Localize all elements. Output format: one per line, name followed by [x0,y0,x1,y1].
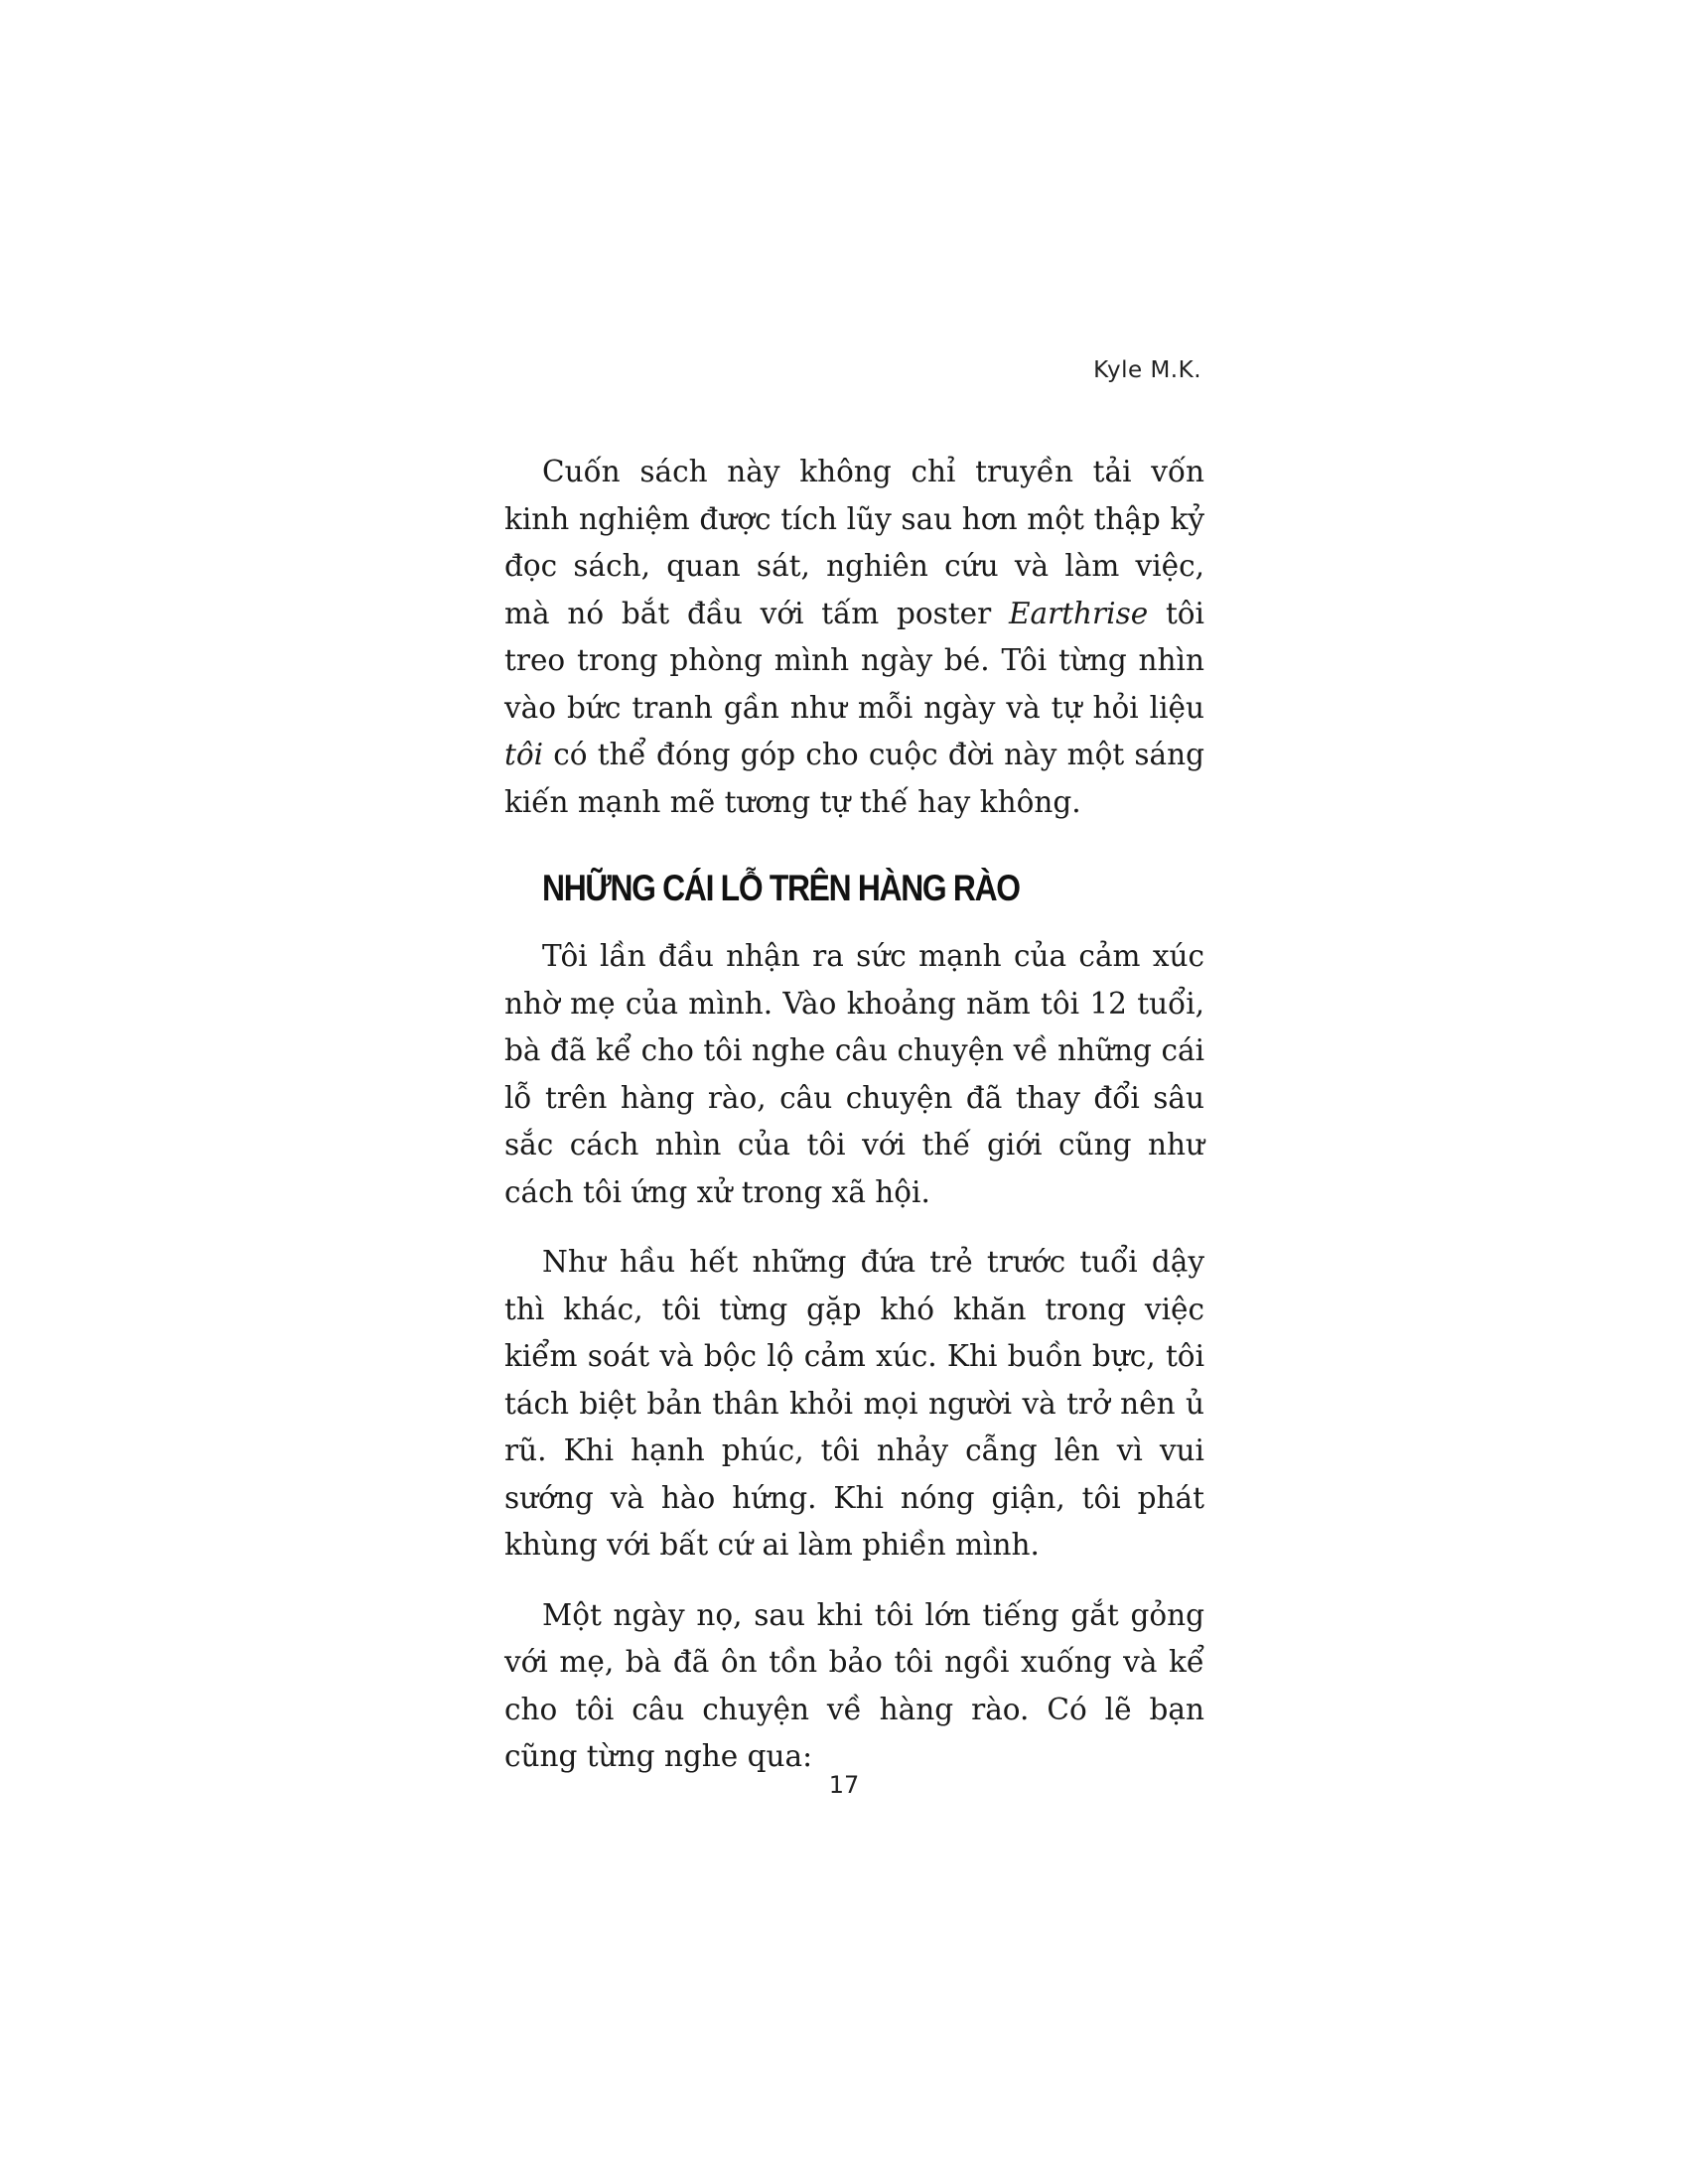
page-number: 17 [828,1771,860,1799]
story-paragraph-3: Một ngày nọ, sau khi tôi lớn tiếng gắt gỏng với mẹ, bà đã ôn tồn bảo tôi ngồi xuống và kể cho tôi câu chuyện về hàng rào. Có lẽ bạn cũng từng nghe qua: [504,1597,1204,1773]
intro-italic-toi: tôi [504,738,544,771]
story-paragraph-2: Như hầu hết những đứa trẻ trước tuổi dậy thì khác, tôi từng gặp khó khăn trong việc kiểm soát và bộc lộ cảm xúc. Khi buồn bực, tôi tách biệt bản thân khỏi mọi người và trở nên ủ rũ. Khi hạnh phúc, tôi nhảy cẫng lên vì vui sướng và hào hứng. Khi nóng giận, tôi phát khùng với bất cứ ai làm phiền mình. [504,1245,1204,1562]
intro-section [504,449,1204,849]
story-paragraph-1: Tôi lần đầu nhận ra sức mạnh của cảm xúc nhờ mẹ của mình. Vào khoảng năm tôi 12 tuổi, bà đã kể cho tôi nghe câu chuyện về những cái lỗ trên hàng rào, câu chuyện đã thay đổi sâu sắc cách nhìn của tôi với thế giới cũng như cách tôi ứng xử trong xã hội. [504,939,1204,1209]
story-section [504,933,1204,1804]
intro-text-part-1: Cuốn sách này không chỉ truyền tải vốn kinh nghiệm được tích lũy sau hơn một thập kỷ đọc sách, quan sát, nghiên cứu và làm việc, mà nó bắt đầu với tấm poster [504,455,1204,630]
section-heading: NHỮNG CÁI LỖ TRÊN HÀNG RÀO [542,868,1020,908]
intro-italic-earthrise: Earthrise [1008,596,1149,630]
intro-text-part-2: tôi treo trong phòng mình ngày bé. Tôi từng nhìn vào bức tranh gần như mỗi ngày và tự hỏi liệu [504,596,1204,725]
running-head-author: Kyle M.K. [1093,357,1201,383]
intro-text-part-3: có thể đóng góp cho cuộc đời này một sáng kiến mạnh mẽ tương tự thế hay không. [504,738,1204,819]
intro-paragraph [504,449,1204,826]
